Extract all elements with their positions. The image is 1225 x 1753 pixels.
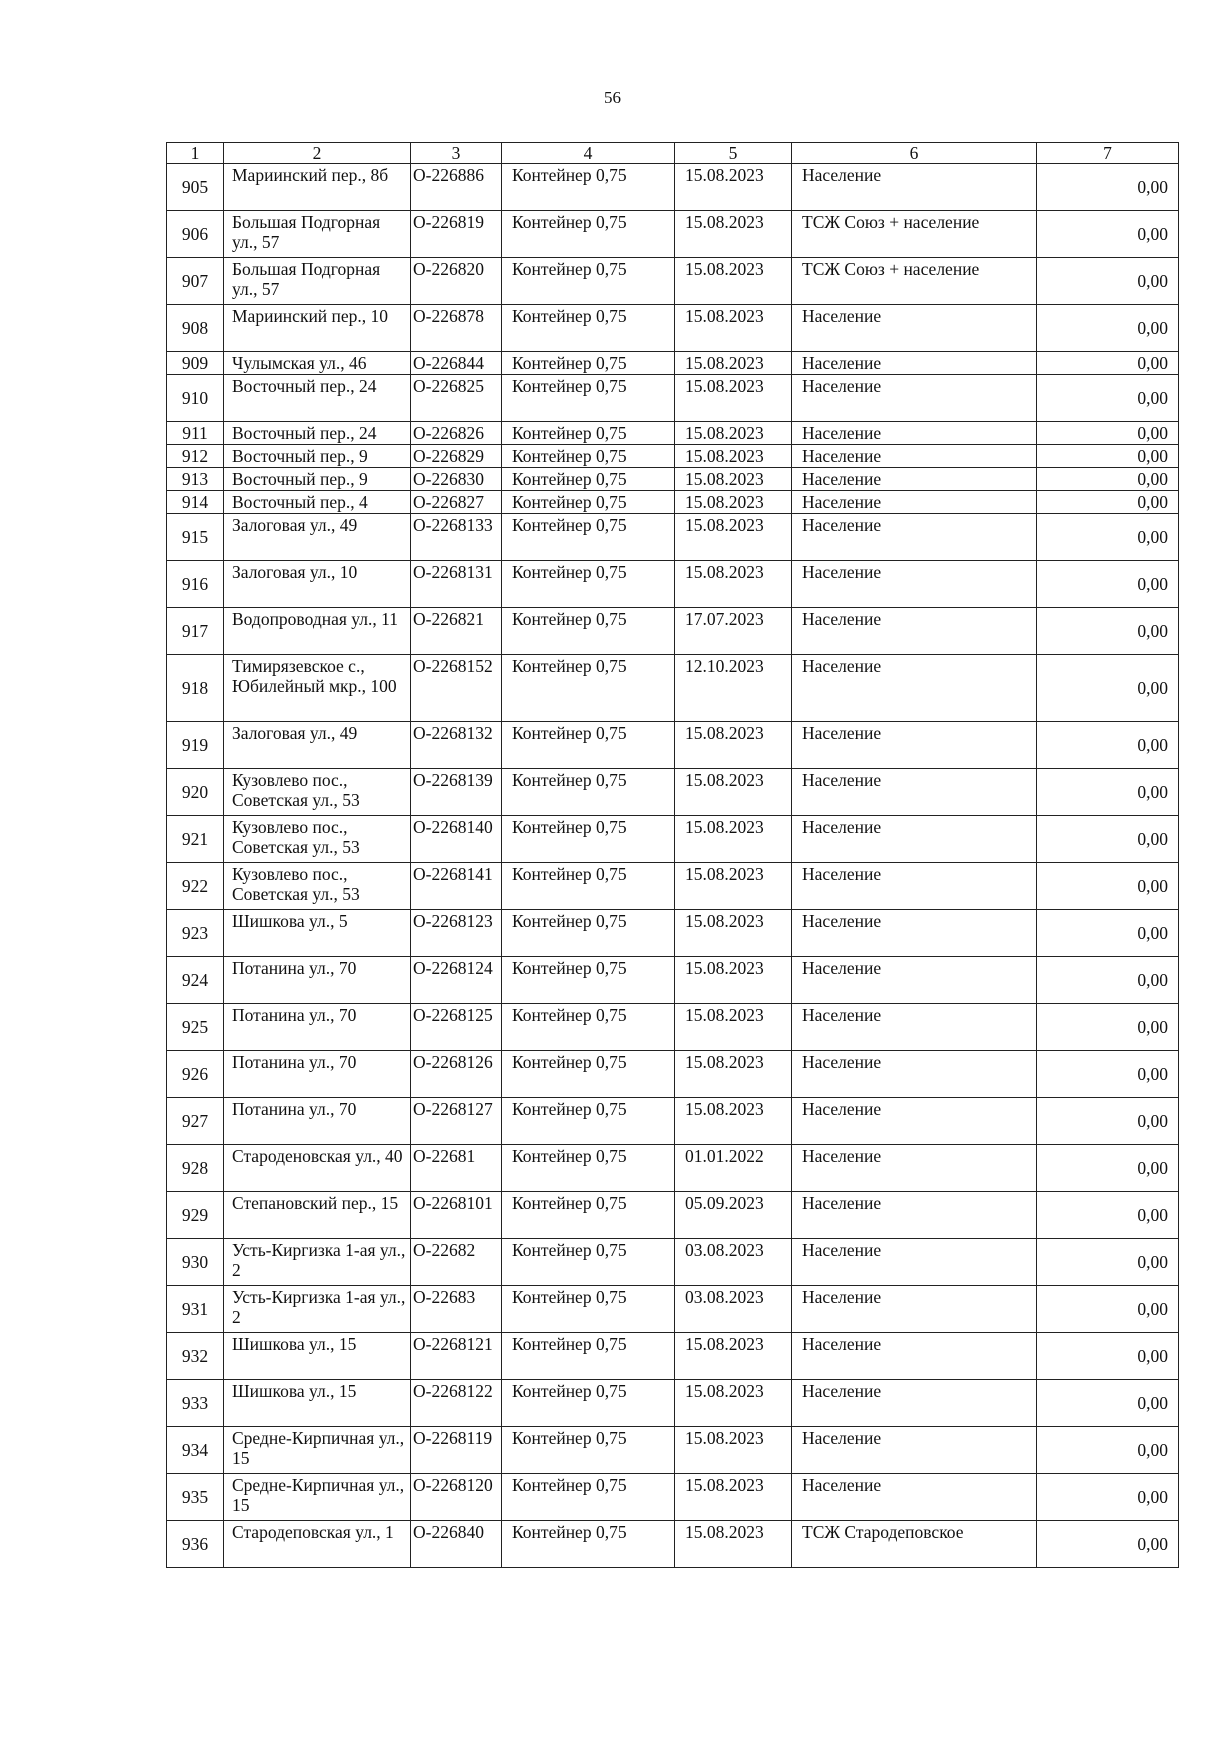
- code-cell: О-2268101: [411, 1192, 502, 1239]
- owner-cell: Население: [792, 375, 1037, 422]
- date-cell: 03.08.2023: [675, 1239, 792, 1286]
- value-cell: 0,00: [1037, 468, 1179, 491]
- owner-cell: Население: [792, 1333, 1037, 1380]
- table-row: [167, 305, 1179, 352]
- number-cell: 917: [167, 608, 224, 655]
- code-cell: О-2268120: [411, 1474, 502, 1521]
- container-cell: Контейнер 0,75: [502, 1474, 675, 1521]
- number-cell: 929: [167, 1192, 224, 1239]
- code-cell: О-22681: [411, 1145, 502, 1192]
- container-registry-table: [166, 142, 1179, 1568]
- container-cell: Контейнер 0,75: [502, 1333, 675, 1380]
- date-cell: 15.08.2023: [675, 1380, 792, 1427]
- table-row: [167, 1333, 1179, 1380]
- owner-cell: Население: [792, 468, 1037, 491]
- value-cell: 0,00: [1037, 1474, 1179, 1521]
- number-cell: 920: [167, 769, 224, 816]
- address-cell: Староденовская ул., 40: [224, 1145, 411, 1192]
- container-cell: Контейнер 0,75: [502, 468, 675, 491]
- number-cell: 936: [167, 1521, 224, 1568]
- owner-cell: Население: [792, 491, 1037, 514]
- table-row: [167, 352, 1179, 375]
- table-row: [167, 957, 1179, 1004]
- value-cell: 0,00: [1037, 910, 1179, 957]
- value-cell: 0,00: [1037, 863, 1179, 910]
- container-cell: Контейнер 0,75: [502, 957, 675, 1004]
- value-cell: 0,00: [1037, 1521, 1179, 1568]
- code-cell: О-2268119: [411, 1427, 502, 1474]
- value-cell: 0,00: [1037, 655, 1179, 722]
- number-cell: 925: [167, 1004, 224, 1051]
- address-cell: Мариинский пер., 8б: [224, 164, 411, 211]
- value-cell: 0,00: [1037, 561, 1179, 608]
- container-cell: Контейнер 0,75: [502, 375, 675, 422]
- container-cell: Контейнер 0,75: [502, 1380, 675, 1427]
- number-cell: 930: [167, 1239, 224, 1286]
- container-cell: Контейнер 0,75: [502, 1098, 675, 1145]
- code-cell: О-226829: [411, 445, 502, 468]
- owner-cell: Население: [792, 1380, 1037, 1427]
- container-cell: Контейнер 0,75: [502, 769, 675, 816]
- date-cell: 01.01.2022: [675, 1145, 792, 1192]
- number-cell: 919: [167, 722, 224, 769]
- number-cell: 931: [167, 1286, 224, 1333]
- container-cell: Контейнер 0,75: [502, 352, 675, 375]
- code-cell: О-2268140: [411, 816, 502, 863]
- number-cell: 926: [167, 1051, 224, 1098]
- owner-cell: ТСЖ Стародеповское: [792, 1521, 1037, 1568]
- owner-cell: Население: [792, 1098, 1037, 1145]
- container-cell: Контейнер 0,75: [502, 1427, 675, 1474]
- value-cell: 0,00: [1037, 1004, 1179, 1051]
- date-cell: 15.08.2023: [675, 769, 792, 816]
- code-cell: О-226886: [411, 164, 502, 211]
- code-cell: О-226821: [411, 608, 502, 655]
- table-row: [167, 769, 1179, 816]
- container-cell: Контейнер 0,75: [502, 1521, 675, 1568]
- date-cell: 15.08.2023: [675, 445, 792, 468]
- table-row: [167, 863, 1179, 910]
- container-cell: Контейнер 0,75: [502, 561, 675, 608]
- container-cell: Контейнер 0,75: [502, 863, 675, 910]
- owner-cell: ТСЖ Союз + население: [792, 258, 1037, 305]
- header-col-2: 2: [224, 143, 411, 164]
- header-col-4: 4: [502, 143, 675, 164]
- code-cell: О-226825: [411, 375, 502, 422]
- code-cell: О-22683: [411, 1286, 502, 1333]
- address-cell: Восточный пер., 24: [224, 375, 411, 422]
- value-cell: 0,00: [1037, 769, 1179, 816]
- number-cell: 918: [167, 655, 224, 722]
- table-row: [167, 1521, 1179, 1568]
- header-col-7: 7: [1037, 143, 1179, 164]
- number-cell: 907: [167, 258, 224, 305]
- number-cell: 921: [167, 816, 224, 863]
- container-cell: Контейнер 0,75: [502, 816, 675, 863]
- table-row: [167, 375, 1179, 422]
- table-row: [167, 164, 1179, 211]
- number-cell: 924: [167, 957, 224, 1004]
- container-cell: Контейнер 0,75: [502, 445, 675, 468]
- owner-cell: Население: [792, 910, 1037, 957]
- address-cell: Восточный пер., 24: [224, 422, 411, 445]
- value-cell: 0,00: [1037, 491, 1179, 514]
- date-cell: 15.08.2023: [675, 957, 792, 1004]
- code-cell: О-226819: [411, 211, 502, 258]
- address-cell: Восточный пер., 4: [224, 491, 411, 514]
- address-cell: Большая Подгорная ул., 57: [224, 211, 411, 258]
- date-cell: 15.08.2023: [675, 1004, 792, 1051]
- table-row: [167, 468, 1179, 491]
- date-cell: 15.08.2023: [675, 816, 792, 863]
- table-row: [167, 211, 1179, 258]
- date-cell: 15.08.2023: [675, 1051, 792, 1098]
- value-cell: 0,00: [1037, 722, 1179, 769]
- table-row: [167, 1427, 1179, 1474]
- number-cell: 923: [167, 910, 224, 957]
- code-cell: О-2268124: [411, 957, 502, 1004]
- number-cell: 928: [167, 1145, 224, 1192]
- code-cell: О-22682: [411, 1239, 502, 1286]
- table-row: [167, 1051, 1179, 1098]
- address-cell: Мариинский пер., 10: [224, 305, 411, 352]
- code-cell: О-2268121: [411, 1333, 502, 1380]
- value-cell: 0,00: [1037, 1098, 1179, 1145]
- table-row: [167, 1474, 1179, 1521]
- date-cell: 15.08.2023: [675, 258, 792, 305]
- number-cell: 932: [167, 1333, 224, 1380]
- table-row: [167, 445, 1179, 468]
- code-cell: О-2268133: [411, 514, 502, 561]
- date-cell: 15.08.2023: [675, 722, 792, 769]
- number-cell: 935: [167, 1474, 224, 1521]
- code-cell: О-2268141: [411, 863, 502, 910]
- container-cell: Контейнер 0,75: [502, 722, 675, 769]
- address-cell: Потанина ул., 70: [224, 1004, 411, 1051]
- container-cell: Контейнер 0,75: [502, 655, 675, 722]
- header-col-5: 5: [675, 143, 792, 164]
- value-cell: 0,00: [1037, 1051, 1179, 1098]
- address-cell: Средне-Кирпичная ул., 15: [224, 1474, 411, 1521]
- date-cell: 15.08.2023: [675, 514, 792, 561]
- owner-cell: Население: [792, 1239, 1037, 1286]
- value-cell: 0,00: [1037, 1239, 1179, 1286]
- owner-cell: Население: [792, 816, 1037, 863]
- value-cell: 0,00: [1037, 375, 1179, 422]
- table-row: [167, 1004, 1179, 1051]
- owner-cell: Население: [792, 722, 1037, 769]
- date-cell: 15.08.2023: [675, 375, 792, 422]
- table-row: [167, 1192, 1179, 1239]
- number-cell: 916: [167, 561, 224, 608]
- address-cell: Кузовлево пос., Советская ул., 53: [224, 863, 411, 910]
- code-cell: О-226840: [411, 1521, 502, 1568]
- address-cell: Усть-Киргизка 1-ая ул., 2: [224, 1239, 411, 1286]
- owner-cell: Население: [792, 352, 1037, 375]
- date-cell: 15.08.2023: [675, 468, 792, 491]
- number-cell: 909: [167, 352, 224, 375]
- table-row: [167, 1145, 1179, 1192]
- table-row: [167, 258, 1179, 305]
- container-cell: Контейнер 0,75: [502, 1051, 675, 1098]
- address-cell: Залоговая ул., 10: [224, 561, 411, 608]
- code-cell: О-226878: [411, 305, 502, 352]
- table-row: [167, 514, 1179, 561]
- value-cell: 0,00: [1037, 305, 1179, 352]
- address-cell: Шишкова ул., 15: [224, 1333, 411, 1380]
- number-cell: 934: [167, 1427, 224, 1474]
- container-cell: Контейнер 0,75: [502, 1286, 675, 1333]
- value-cell: 0,00: [1037, 1192, 1179, 1239]
- container-cell: Контейнер 0,75: [502, 305, 675, 352]
- owner-cell: Население: [792, 445, 1037, 468]
- container-cell: Контейнер 0,75: [502, 164, 675, 211]
- container-cell: Контейнер 0,75: [502, 608, 675, 655]
- number-cell: 908: [167, 305, 224, 352]
- value-cell: 0,00: [1037, 1145, 1179, 1192]
- date-cell: 15.08.2023: [675, 422, 792, 445]
- value-cell: 0,00: [1037, 608, 1179, 655]
- owner-cell: Население: [792, 1192, 1037, 1239]
- address-cell: Потанина ул., 70: [224, 1098, 411, 1145]
- address-cell: Стародеповская ул., 1: [224, 1521, 411, 1568]
- date-cell: 15.08.2023: [675, 1098, 792, 1145]
- date-cell: 15.08.2023: [675, 910, 792, 957]
- number-cell: 927: [167, 1098, 224, 1145]
- container-cell: Контейнер 0,75: [502, 910, 675, 957]
- address-cell: Усть-Киргизка 1-ая ул., 2: [224, 1286, 411, 1333]
- value-cell: 0,00: [1037, 211, 1179, 258]
- owner-cell: Население: [792, 1427, 1037, 1474]
- address-cell: Большая Подгорная ул., 57: [224, 258, 411, 305]
- table-row: [167, 561, 1179, 608]
- date-cell: 05.09.2023: [675, 1192, 792, 1239]
- code-cell: О-2268123: [411, 910, 502, 957]
- value-cell: 0,00: [1037, 957, 1179, 1004]
- header-row: [167, 143, 1179, 164]
- number-cell: 922: [167, 863, 224, 910]
- code-cell: О-2268132: [411, 722, 502, 769]
- value-cell: 0,00: [1037, 352, 1179, 375]
- value-cell: 0,00: [1037, 258, 1179, 305]
- address-cell: Водопроводная ул., 11: [224, 608, 411, 655]
- date-cell: 15.08.2023: [675, 1521, 792, 1568]
- address-cell: Тимирязевское с., Юбилейный мкр., 100: [224, 655, 411, 722]
- code-cell: О-226830: [411, 468, 502, 491]
- owner-cell: Население: [792, 655, 1037, 722]
- table-body: [167, 164, 1179, 1568]
- owner-cell: Население: [792, 561, 1037, 608]
- address-cell: Кузовлево пос., Советская ул., 53: [224, 816, 411, 863]
- value-cell: 0,00: [1037, 422, 1179, 445]
- owner-cell: Население: [792, 514, 1037, 561]
- address-cell: Потанина ул., 70: [224, 957, 411, 1004]
- table-header: [167, 143, 1179, 164]
- code-cell: О-226820: [411, 258, 502, 305]
- container-cell: Контейнер 0,75: [502, 1145, 675, 1192]
- number-cell: 905: [167, 164, 224, 211]
- container-cell: Контейнер 0,75: [502, 1004, 675, 1051]
- owner-cell: Население: [792, 1145, 1037, 1192]
- value-cell: 0,00: [1037, 1333, 1179, 1380]
- value-cell: 0,00: [1037, 816, 1179, 863]
- container-cell: Контейнер 0,75: [502, 491, 675, 514]
- address-cell: Шишкова ул., 15: [224, 1380, 411, 1427]
- owner-cell: Население: [792, 422, 1037, 445]
- container-cell: Контейнер 0,75: [502, 1239, 675, 1286]
- address-cell: Восточный пер., 9: [224, 445, 411, 468]
- date-cell: 15.08.2023: [675, 491, 792, 514]
- date-cell: 15.08.2023: [675, 863, 792, 910]
- table-row: [167, 608, 1179, 655]
- date-cell: 15.08.2023: [675, 211, 792, 258]
- table-row: [167, 722, 1179, 769]
- code-cell: О-2268127: [411, 1098, 502, 1145]
- header-col-1: 1: [167, 143, 224, 164]
- table-row: [167, 491, 1179, 514]
- owner-cell: Население: [792, 1004, 1037, 1051]
- value-cell: 0,00: [1037, 1380, 1179, 1427]
- code-cell: О-2268131: [411, 561, 502, 608]
- owner-cell: Население: [792, 1286, 1037, 1333]
- number-cell: 915: [167, 514, 224, 561]
- date-cell: 17.07.2023: [675, 608, 792, 655]
- container-cell: Контейнер 0,75: [502, 422, 675, 445]
- table-row: [167, 816, 1179, 863]
- code-cell: О-226826: [411, 422, 502, 445]
- owner-cell: Население: [792, 608, 1037, 655]
- owner-cell: Население: [792, 164, 1037, 211]
- address-cell: Залоговая ул., 49: [224, 722, 411, 769]
- value-cell: 0,00: [1037, 1286, 1179, 1333]
- code-cell: О-2268126: [411, 1051, 502, 1098]
- number-cell: 933: [167, 1380, 224, 1427]
- date-cell: 15.08.2023: [675, 1333, 792, 1380]
- owner-cell: Население: [792, 863, 1037, 910]
- page-number: 56: [604, 88, 621, 107]
- address-cell: Потанина ул., 70: [224, 1051, 411, 1098]
- number-cell: 913: [167, 468, 224, 491]
- owner-cell: ТСЖ Союз + население: [792, 211, 1037, 258]
- container-cell: Контейнер 0,75: [502, 1192, 675, 1239]
- date-cell: 15.08.2023: [675, 352, 792, 375]
- owner-cell: Население: [792, 957, 1037, 1004]
- date-cell: 12.10.2023: [675, 655, 792, 722]
- code-cell: О-2268125: [411, 1004, 502, 1051]
- header-col-6: 6: [792, 143, 1037, 164]
- number-cell: 914: [167, 491, 224, 514]
- date-cell: 15.08.2023: [675, 1427, 792, 1474]
- owner-cell: Население: [792, 305, 1037, 352]
- table-row: [167, 1380, 1179, 1427]
- value-cell: 0,00: [1037, 1427, 1179, 1474]
- header-col-3: 3: [411, 143, 502, 164]
- owner-cell: Население: [792, 1051, 1037, 1098]
- value-cell: 0,00: [1037, 514, 1179, 561]
- address-cell: Чулымская ул., 46: [224, 352, 411, 375]
- number-cell: 906: [167, 211, 224, 258]
- number-cell: 911: [167, 422, 224, 445]
- table-row: [167, 1098, 1179, 1145]
- date-cell: 03.08.2023: [675, 1286, 792, 1333]
- table-row: [167, 655, 1179, 722]
- date-cell: 15.08.2023: [675, 561, 792, 608]
- value-cell: 0,00: [1037, 164, 1179, 211]
- code-cell: О-2268139: [411, 769, 502, 816]
- code-cell: О-226844: [411, 352, 502, 375]
- table-row: [167, 910, 1179, 957]
- address-cell: Степановский пер., 15: [224, 1192, 411, 1239]
- date-cell: 15.08.2023: [675, 1474, 792, 1521]
- date-cell: 15.08.2023: [675, 305, 792, 352]
- container-cell: Контейнер 0,75: [502, 211, 675, 258]
- code-cell: О-226827: [411, 491, 502, 514]
- code-cell: О-2268152: [411, 655, 502, 722]
- address-cell: Восточный пер., 9: [224, 468, 411, 491]
- container-cell: Контейнер 0,75: [502, 514, 675, 561]
- table-row: [167, 1239, 1179, 1286]
- owner-cell: Население: [792, 1474, 1037, 1521]
- number-cell: 912: [167, 445, 224, 468]
- address-cell: Средне-Кирпичная ул., 15: [224, 1427, 411, 1474]
- address-cell: Залоговая ул., 49: [224, 514, 411, 561]
- address-cell: Шишкова ул., 5: [224, 910, 411, 957]
- code-cell: О-2268122: [411, 1380, 502, 1427]
- value-cell: 0,00: [1037, 445, 1179, 468]
- date-cell: 15.08.2023: [675, 164, 792, 211]
- number-cell: 910: [167, 375, 224, 422]
- owner-cell: Население: [792, 769, 1037, 816]
- container-cell: Контейнер 0,75: [502, 258, 675, 305]
- table-row: [167, 422, 1179, 445]
- address-cell: Кузовлево пос., Советская ул., 53: [224, 769, 411, 816]
- table-row: [167, 1286, 1179, 1333]
